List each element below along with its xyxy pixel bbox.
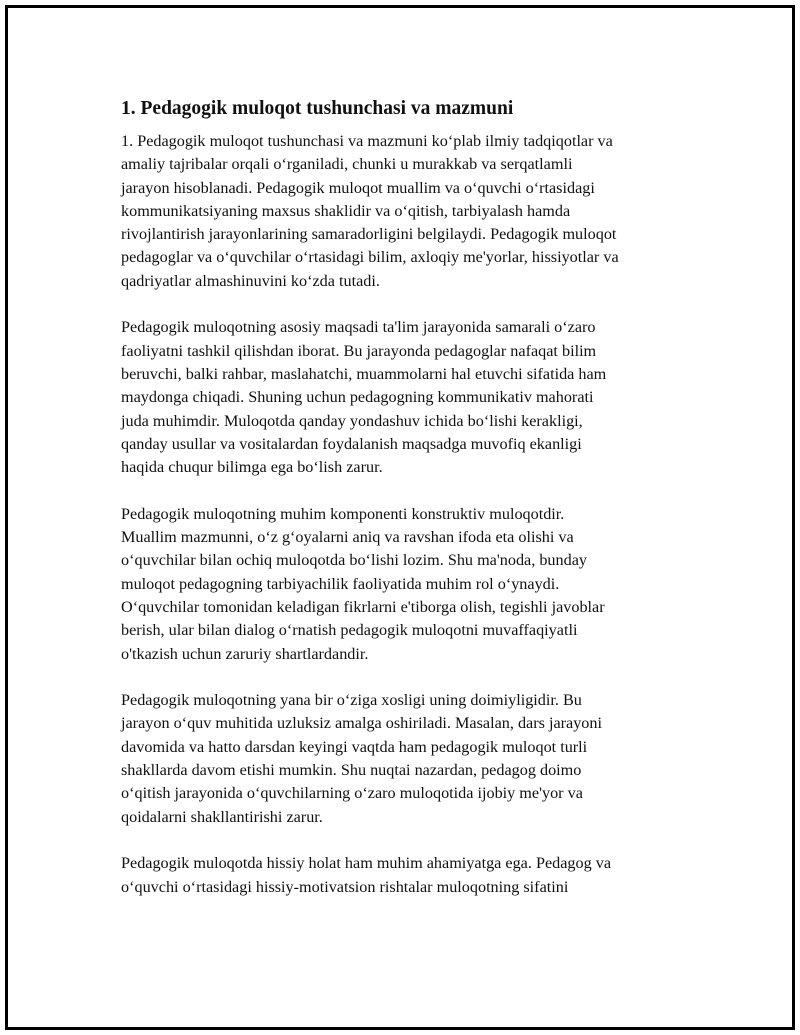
text-line: kommunikatsiyaning maxsus shaklidir va oʻqitish, tarbiyalash hamda	[121, 201, 571, 220]
text-line: Muallim mazmunni, oʻz gʻoyalarni aniq va ravshan ifoda eta olishi va	[121, 528, 574, 547]
text-line: qadriyatlar almashinuvini koʻzda tutadi.	[121, 271, 380, 290]
text-line: oʻqitish jarayonida oʻquvchilarning oʻzaro muloqotida ijobiy me'yor va	[121, 784, 583, 803]
page-content	[121, 96, 701, 922]
text-line: Pedagogik muloqotda hissiy holat ham muhim ahamiyatga ega. Pedagog va	[121, 854, 612, 873]
text-line: 1. Pedagogik muloqot tushunchasi va mazmuni koʻplab ilmiy tadqiqotlar va	[121, 132, 613, 150]
text-line: berish, ular bilan dialog oʻrnatish pedagogik muloqotni muvaffaqiyatli	[121, 621, 578, 640]
text-line: amaliy tajribalar orqali oʻrganiladi, chunki u murakkab va serqatlamli	[121, 155, 573, 174]
text-line: juda muhimdir. Muloqotda qanday yondashuv ichida boʻlishi kerakligi,	[121, 411, 583, 430]
text-line: shakllarda davom etishi mumkin. Shu nuqtai nazardan, pedagog doimo	[121, 761, 582, 780]
text-line: qoidalarni shakllantirishi zarur.	[121, 807, 323, 826]
text-line: qanday usullar va vositalardan foydalanish maqsadga muvofiq ekanligi	[121, 434, 582, 453]
paragraph-2	[121, 316, 701, 479]
text-line: jarayon hisoblanadi. Pedagogik muloqot muallim va oʻquvchi oʻrtasidagi	[121, 178, 595, 197]
page-frame	[5, 5, 795, 1030]
text-line: muloqot pedagogning tarbiyachilik faoliyatida muhim rol oʻynaydi.	[121, 574, 560, 593]
text-line: jarayon oʻquv muhitida uzluksiz amalga oshiriladi. Masalan, dars jarayoni	[121, 714, 602, 733]
text-line: oʻquvchilar bilan ochiq muloqotda boʻlishi lozim. Shu ma'noda, bunday	[121, 551, 587, 570]
text-line: maydonga chiqadi. Shuning uchun pedagogning kommunikativ mahorati	[121, 388, 594, 407]
text-line: davomida va hatto darsdan keyingi vaqtda ham pedagogik muloqot turli	[121, 737, 588, 756]
text-line: Pedagogik muloqotning yana bir oʻziga xosligi uning doimiyligidir. Bu	[121, 691, 582, 710]
section-heading: 1. Pedagogik muloqot tushunchasi va mazmuni	[121, 98, 514, 119]
text-line: beruvchi, balki rahbar, maslahatchi, muammolarni hal etuvchi sifatida ham	[121, 364, 607, 383]
text-line: oʻquvchi oʻrtasidagi hissiy-motivatsion rishtalar muloqotning sifatini	[121, 877, 569, 896]
text-line: Pedagogik muloqotning muhim komponenti konstruktiv muloqotdir.	[121, 504, 565, 523]
text-line: o'tkazish uchun zaruriy shartlardandir.	[121, 644, 369, 663]
text-line: haqida chuqur bilimga ega boʻlish zarur.	[121, 458, 383, 477]
paragraph-5	[121, 852, 701, 899]
text-line: faoliyatni tashkil qilishdan iborat. Bu jarayonda pedagoglar nafaqat bilim	[121, 341, 597, 360]
text-line: pedagoglar va oʻquvchilar oʻrtasidagi bilim, axloqiy me'yorlar, hissiyotlar va	[121, 248, 619, 267]
text-line: Oʻquvchilar tomonidan keladigan fikrlarni e'tiborga olish, tegishli javoblar	[121, 597, 605, 616]
text-line: Pedagogik muloqotning asosiy maqsadi ta'lim jarayonida samarali oʻzaro	[121, 318, 596, 337]
text-line: rivojlantirish jarayonlarining samaradorligini belgilaydi. Pedagogik muloqot	[121, 225, 617, 244]
paragraph-4	[121, 689, 701, 829]
paragraph-3	[121, 503, 701, 666]
paragraph-1	[121, 130, 701, 293]
